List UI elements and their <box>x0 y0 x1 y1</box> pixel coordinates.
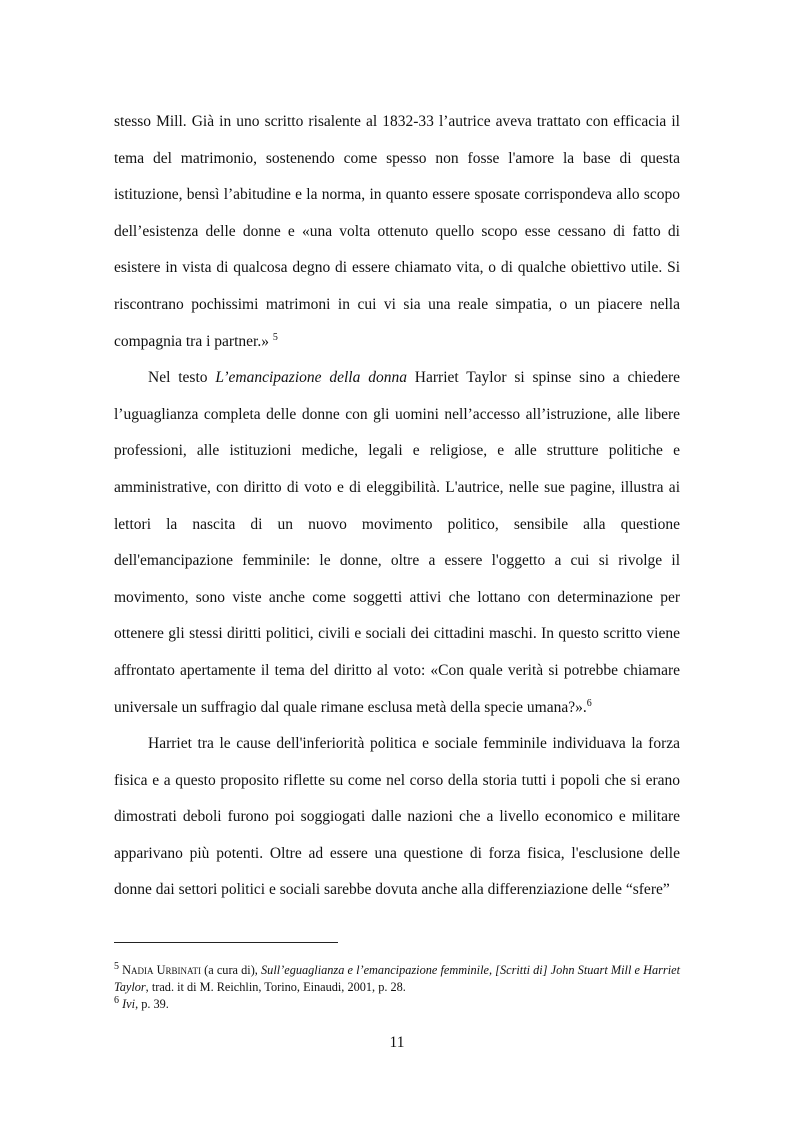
footnote-ref-5[interactable]: 5 <box>272 331 278 343</box>
footnote-5-details: , trad. it di M. Reichlin, Torino, Einaudi, 2001, p. 28. <box>145 980 406 994</box>
footnote-5-editor: (a cura di), <box>201 963 262 977</box>
paragraph-2-text: Harriet Taylor si spinse sino a chiedere l’uguaglianza completa delle donne con gli uomini nell’accesso all’istruzione, alle libere professioni, alle istituzioni mediche, legali e religiose, e alle strutture politiche e amministrative, con diritto di voto e di eleggibilità. L'autrice, nelle sue pagine, illustra ai lettori la nascita di un nuovo movimento politico, sensibile alla questione dell'emancipazione femminile: le donne, oltre a essere l'oggetto a cui si rivolge il movimento, sono viste anche come soggetti attivi che lottano con determinazione per ottenere gli stessi diritti politici, civili e sociali dei cittadini maschi. In questo scritto viene affrontato apertamente il tema del diritto al voto: «Con quale verità si potrebbe chiamare universale un suffragio dal quale rimane esclusa metà della specie umana?». <box>114 369 681 716</box>
footnotes <box>114 962 680 1013</box>
footnote-6-title: Ivi <box>122 997 136 1011</box>
book-title: L’emancipazione della donna <box>215 369 407 387</box>
main-text <box>114 104 680 909</box>
footnote-5-author: Nadia Urbinati <box>122 963 202 977</box>
paragraph-3 <box>114 726 680 909</box>
page-number: 11 <box>389 1034 405 1051</box>
footnote-6-details: , p. 39. <box>135 997 169 1011</box>
paragraph-3-text: Harriet tra le cause dell'inferiorità politica e sociale femminile individuava la forza fisica e a questo proposito riflette su come nel corso della storia tutti i popoli che si erano dimostrati deboli furono poi soggiogati dalle nazioni che a livello economico e militare apparivano più potenti. Oltre ad essere una questione di forza fisica, l'esclusione delle donne dai settori politici e sociali sarebbe dovuta anche alla differenziazione delle “sfere” <box>114 735 680 899</box>
footnote-5-number: 5 <box>114 960 119 972</box>
footnote-divider <box>114 942 338 943</box>
paragraph-1-text: stesso Mill. Già in uno scritto risalente al 1832-33 l’autrice aveva trattato con efficacia il tema del matrimonio, sostenendo come spesso non fosse l'amore la base di questa istituzione, bensì l’abitudine e la norma, in quanto essere sposate corrispondeva allo scopo dell’esistenza delle donne e «una volta ottenuto quello scopo esse cessano di fatto di esistere in vista di qualcosa degno di essere chiamato vita, o di qualche obiettivo utile. Si riscontrano pochissimi matrimoni in cui vi sia una reale simpatia, o un piacere nella compagnia tra i partner.» <box>114 113 680 350</box>
footnote-ref-6[interactable]: 6 <box>586 697 592 709</box>
footnote-5 <box>114 962 680 996</box>
paragraph-1 <box>114 104 680 360</box>
paragraph-2 <box>114 360 680 726</box>
footnote-5-title: Sull’eguaglianza e l’emancipazione femminile, [Scritti di] John Stuart Mill e Harriet Taylor <box>114 963 680 994</box>
paragraph-2-lead: Nel testo <box>148 369 216 387</box>
footnote-6-number: 6 <box>114 994 119 1006</box>
footnote-6 <box>114 996 680 1013</box>
